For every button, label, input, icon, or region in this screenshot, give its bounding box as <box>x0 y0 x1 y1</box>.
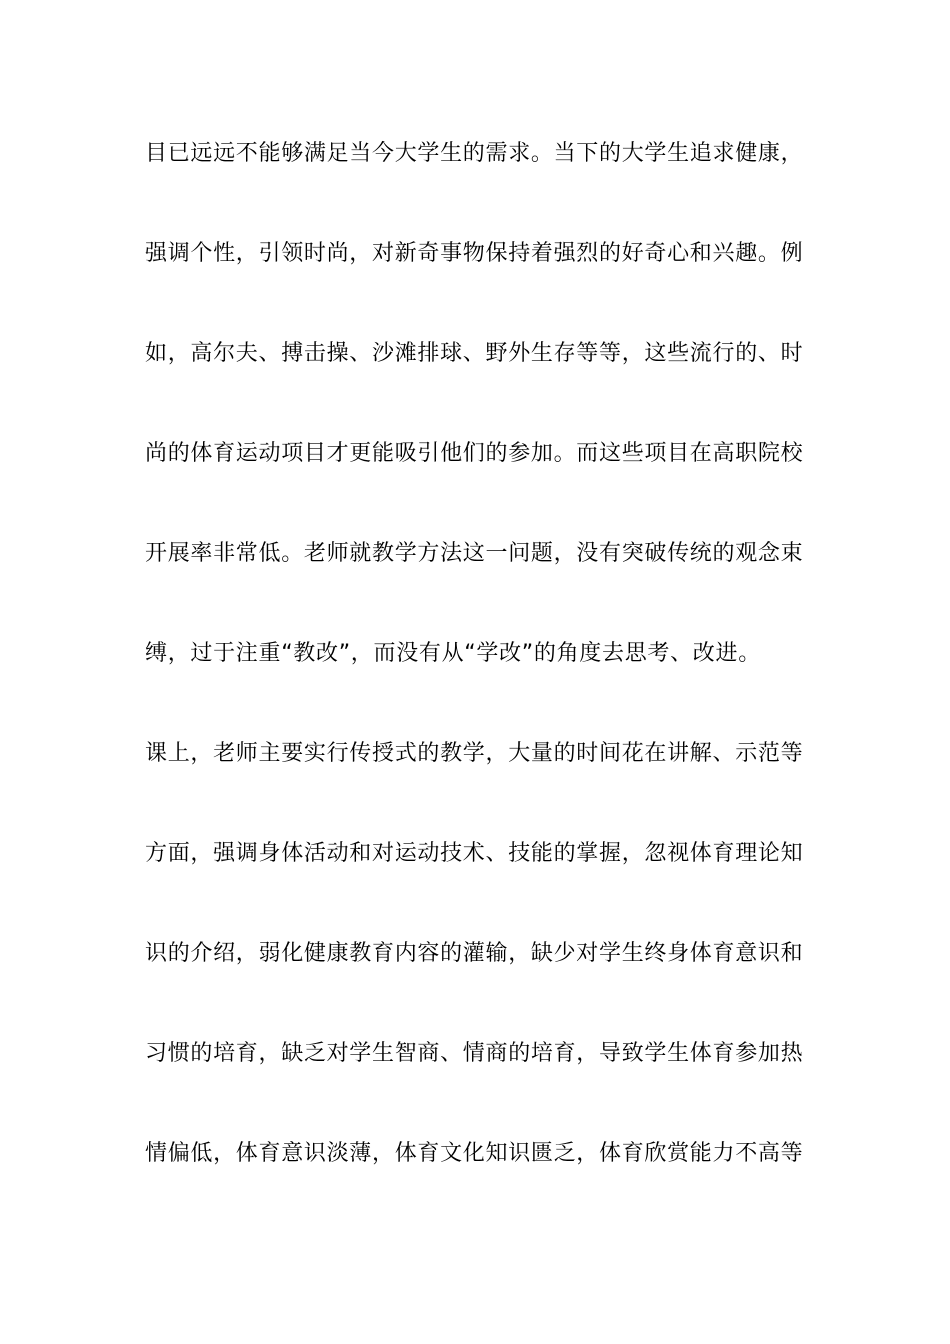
text-line-8: 方面，强调身体活动和对运动技术、技能的掌握，忽视体育理论知 <box>145 841 804 866</box>
text-line-7: 课上，老师主要实行传授式的教学，大量的时间花在讲解、示范等 <box>145 741 804 766</box>
text-line-2: 强调个性，引领时尚，对新奇事物保持着强烈的好奇心和兴趣。例 <box>145 241 804 266</box>
text-line-3: 如，高尔夫、搏击操、沙滩排球、野外生存等等，这些流行的、时 <box>145 341 804 366</box>
body-text <box>145 127 810 1227</box>
text-line-5: 开展率非常低。老师就教学方法这一问题，没有突破传统的观念束 <box>145 541 804 566</box>
text-line-9: 识的介绍，弱化健康教育内容的灌输，缺少对学生终身体育意识和 <box>145 941 804 966</box>
text-line-1: 目已远远不能够满足当今大学生的需求。当下的大学生追求健康， <box>145 141 804 166</box>
text-line-10: 习惯的培育，缺乏对学生智商、情商的培育，导致学生体育参加热 <box>145 1041 804 1066</box>
text-line-6: 缚，过于注重“教改”，而没有从“学改”的角度去思考、改进。 <box>145 641 761 666</box>
text-line-4: 尚的体育运动项目才更能吸引他们的参加。而这些项目在高职院校 <box>145 441 804 466</box>
text-line-11: 情偏低，体育意识淡薄，体育文化知识匮乏，体育欣赏能力不高等 <box>145 1141 804 1166</box>
